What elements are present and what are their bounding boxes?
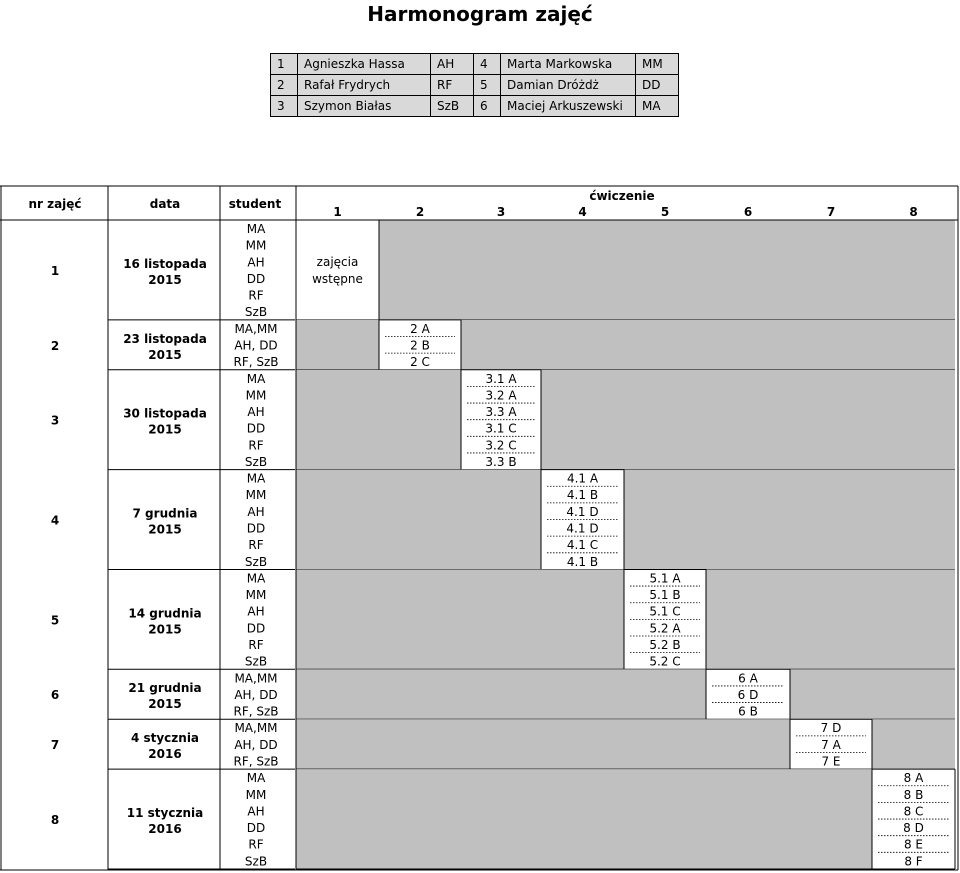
student-cell: MA — [246, 222, 266, 236]
exercise-number-header: 8 — [909, 205, 918, 219]
student-cell: SzB — [244, 654, 268, 669]
exercise-number-header: 3 — [496, 205, 506, 219]
exercise-label: 3.3 A — [485, 405, 517, 420]
exercise-label: 8 A — [903, 771, 924, 786]
exercise-number-header: 7 — [826, 205, 836, 219]
student-cell: AH, DD — [234, 687, 278, 702]
student-cell: SzB — [244, 554, 268, 569]
row-year: 2015 — [148, 697, 182, 712]
student-cell: AH — [247, 604, 265, 619]
exercise-label: 7 D — [820, 721, 842, 736]
student-cell: MA,MM — [234, 321, 278, 336]
student-cell: RF, SzB — [233, 355, 279, 370]
legend-name: Rafał Frydrych — [298, 75, 431, 96]
exercise-number-header: 5 — [660, 205, 670, 219]
row-date: 11 stycznia — [126, 806, 204, 821]
legend-name: Maciej Arkuszewski — [501, 96, 636, 117]
exercise-label: 4.1 B — [566, 488, 599, 503]
legend-number: 6 — [474, 96, 501, 117]
exercise-label: 4.1 D — [566, 521, 599, 536]
exercise-label: 8 B — [903, 787, 924, 802]
row-date: 4 stycznia — [130, 731, 200, 746]
row-date: 21 grudnia — [128, 681, 202, 696]
row-year: 2015 — [148, 522, 182, 537]
student-cell: RF — [248, 538, 264, 553]
header-date: data — [149, 197, 181, 211]
legend-abbr: AH — [431, 54, 474, 75]
student-cell: MA — [246, 771, 266, 786]
student-cell: RF, SzB — [233, 704, 279, 719]
exercise-number-header: 1 — [333, 205, 342, 219]
student-cell: AH — [247, 405, 265, 420]
legend-name: Szymon Białas — [298, 96, 431, 117]
header-student: student — [228, 197, 282, 211]
row-number: 7 — [50, 738, 60, 753]
exercise-label: 5.2 C — [649, 654, 681, 669]
exercise-label: 8 F — [904, 854, 923, 869]
student-cell: MA — [246, 371, 266, 386]
intro-text: zajęcia — [316, 255, 359, 269]
legend-abbr: MA — [636, 96, 679, 117]
legend-name: Agnieszka Hassa — [298, 54, 431, 75]
row-date: 14 grudnia — [128, 606, 202, 621]
exercise-number-header: 4 — [578, 205, 587, 219]
student-cell: DD — [246, 421, 266, 436]
legend-abbr: SzB — [431, 96, 474, 117]
page-title: Harmonogram zajęć — [367, 2, 593, 26]
student-cell: DD — [246, 621, 266, 636]
shaded-cell — [296, 470, 541, 570]
student-cell: AH — [247, 504, 265, 519]
student-cell: SzB — [244, 305, 268, 320]
student-cell: MM — [245, 388, 267, 403]
row-number: 6 — [50, 688, 60, 703]
student-cell: MM — [245, 588, 267, 603]
legend-abbr: DD — [636, 75, 679, 96]
intro-text: wstępne — [312, 272, 363, 286]
student-cell: AH — [247, 804, 265, 819]
student-cell: MA — [246, 471, 266, 486]
student-cell: MM — [245, 238, 267, 253]
student-cell: MM — [245, 488, 267, 503]
row-year: 2016 — [148, 822, 182, 837]
shaded-cell — [624, 470, 955, 570]
row-year: 2015 — [148, 622, 182, 637]
shaded-cell — [872, 719, 955, 769]
row-date: 30 listopada — [123, 406, 207, 421]
exercise-label: 8 E — [903, 837, 924, 852]
row-date: 16 listopada — [123, 256, 207, 271]
student-cell: RF — [248, 638, 264, 652]
student-cell: RF — [248, 438, 264, 453]
exercise-label: 7 E — [821, 754, 841, 769]
exercise-label: 6 D — [737, 687, 759, 702]
exercise-label: 4.1 B — [566, 554, 599, 569]
row-year: 2015 — [148, 422, 182, 437]
exercise-number-header: 2 — [415, 205, 425, 219]
row-number: 8 — [50, 813, 60, 828]
student-cell: DD — [246, 521, 266, 536]
student-cell: SzB — [244, 854, 268, 869]
student-cell: RF — [248, 837, 264, 852]
exercise-label: 3.2 C — [485, 438, 517, 453]
header-nr: nr zajęć — [28, 197, 82, 211]
legend-number: 1 — [271, 54, 298, 75]
exercise-label: 2 B — [410, 338, 430, 353]
student-cell: MA,MM — [234, 671, 278, 686]
student-cell: RF, SzB — [233, 754, 279, 769]
shaded-cell — [541, 370, 955, 470]
exercise-label: 3.1 C — [485, 421, 517, 436]
exercise-label: 5.1 C — [649, 604, 681, 619]
legend-name: Marta Markowska — [501, 54, 636, 75]
student-cell: MM — [245, 787, 267, 802]
shaded-cell — [296, 320, 379, 370]
legend-abbr: MM — [636, 54, 679, 75]
row-number: 1 — [50, 263, 60, 278]
row-number: 3 — [50, 413, 60, 428]
header-exercise: ćwiczenie — [589, 189, 655, 203]
row-year: 2016 — [148, 747, 182, 762]
shaded-cell — [296, 370, 461, 470]
student-cell: DD — [246, 821, 266, 836]
student-cell: AH, DD — [234, 338, 278, 353]
legend-name: Damian Dróżdż — [501, 75, 636, 96]
exercise-label: 3.3 B — [485, 454, 517, 469]
exercise-label: 4.1 D — [566, 504, 599, 519]
shaded-cell — [790, 669, 955, 719]
student-cell: RF — [248, 288, 264, 303]
shaded-cell — [296, 569, 624, 669]
exercise-label: 5.2 A — [649, 621, 681, 636]
exercise-label: 6 A — [738, 671, 758, 686]
exercise-label: 5.1 A — [649, 571, 681, 586]
exercise-label: 4.1 A — [566, 471, 599, 486]
student-cell: AH — [247, 255, 265, 270]
shaded-cell — [706, 569, 955, 669]
row-date: 7 grudnia — [132, 506, 198, 521]
legend-number: 2 — [271, 75, 298, 96]
exercise-label: 3.1 A — [485, 371, 517, 386]
student-cell: MA — [246, 571, 266, 586]
shaded-cell — [379, 220, 955, 320]
row-date: 23 listopada — [123, 331, 207, 346]
row-number: 5 — [50, 613, 60, 628]
shaded-cell — [461, 320, 955, 370]
legend-number: 3 — [271, 96, 298, 117]
row-number: 2 — [50, 338, 60, 353]
exercise-label: 4.1 C — [566, 538, 599, 553]
legend-number: 5 — [474, 75, 501, 96]
exercise-label: 8 D — [903, 821, 924, 836]
exercise-label: 5.1 B — [649, 588, 681, 603]
exercise-label: 6 B — [738, 704, 758, 719]
shaded-cell — [296, 669, 706, 719]
legend-abbr: RF — [431, 75, 474, 96]
legend-number: 4 — [474, 54, 501, 75]
shaded-cell — [296, 719, 790, 769]
student-cell: DD — [246, 271, 266, 286]
exercise-label: 5.2 B — [649, 638, 681, 652]
exercise-label: 2 A — [410, 321, 430, 336]
student-cell: MA,MM — [234, 721, 278, 736]
row-number: 4 — [50, 513, 60, 528]
exercise-label: 2 C — [410, 355, 430, 370]
exercise-number-header: 6 — [743, 205, 753, 219]
exercise-label: 8 C — [903, 804, 924, 819]
student-cell: AH, DD — [234, 737, 278, 752]
shaded-cell — [296, 769, 872, 869]
student-cell: SzB — [244, 454, 268, 469]
exercise-label: 7 A — [821, 737, 841, 752]
exercise-label: 3.2 A — [485, 388, 517, 403]
row-year: 2015 — [148, 272, 182, 287]
row-year: 2015 — [148, 347, 182, 362]
